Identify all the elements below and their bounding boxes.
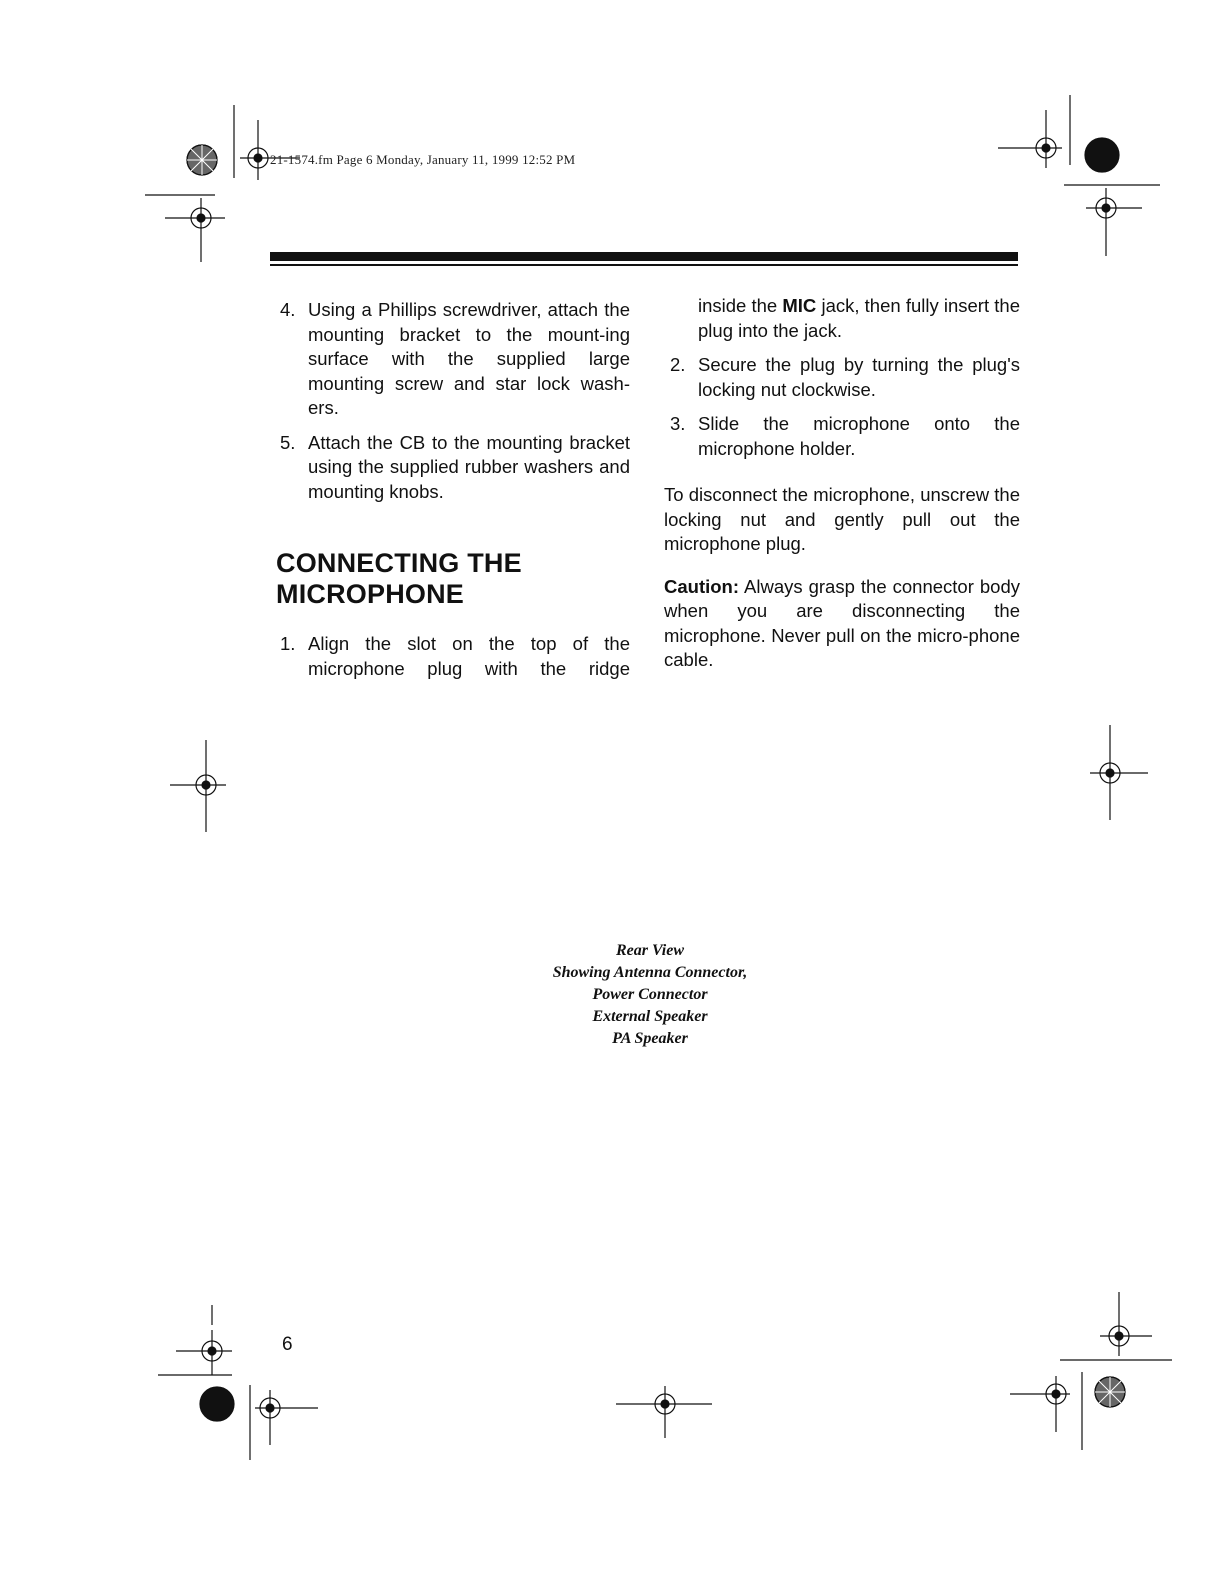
left-column (280, 298, 630, 514)
crosshair-icon (170, 740, 226, 832)
page-number: 6 (282, 1334, 293, 1355)
item-number: 1. (280, 633, 296, 654)
item-number: 5. (280, 431, 296, 453)
caution-paragraph (664, 575, 1020, 673)
step-one-continued: inside the MIC jack, then fully insert the plug into the jack. (698, 295, 1020, 341)
item-text: Slide the microphone onto the microphone holder. (698, 413, 1020, 459)
list-item (280, 431, 630, 505)
crosshair-icon (1100, 1292, 1152, 1356)
starburst-icon (187, 145, 217, 175)
crosshair-icon (1090, 725, 1148, 820)
list-item (664, 412, 1020, 461)
crosshair-icon (240, 120, 300, 180)
crosshair-icon (616, 1386, 712, 1438)
list-item (280, 632, 630, 681)
crosshair-icon (1086, 188, 1142, 256)
solid-dot-icon (200, 1387, 234, 1421)
item-number: 4. (280, 299, 296, 320)
step-one (280, 632, 630, 691)
disconnect-paragraph: To disconnect the microphone, unscrew the locking nut and gently pull out the microphone plug. (664, 484, 1020, 554)
item-number: 3. (670, 413, 686, 434)
header-rule-thin (270, 264, 1018, 266)
mic-jack-label: MIC (782, 295, 817, 316)
list-item (280, 298, 630, 421)
caution-label: Caution: (664, 575, 740, 597)
header-rule (270, 252, 1018, 261)
file-info-header: 21-1574.fm Page 6 Monday, January 11, 1999 12:52 PM (270, 152, 576, 167)
starburst-icon (1095, 1377, 1125, 1407)
caption-line: PA Speaker (612, 1030, 688, 1047)
crosshair-icon (176, 1330, 232, 1375)
caption-line: External Speaker (592, 1008, 708, 1025)
item-text: Align the slot on the top of the microphone plug with the ridge (308, 633, 630, 679)
caption-line: Rear View (615, 942, 684, 959)
heading-line: CONNECTING THE (276, 548, 522, 578)
caption-line: Showing Antenna Connector, (552, 964, 748, 981)
list-item (664, 353, 1020, 402)
figure-caption (520, 940, 780, 1050)
crosshair-icon (165, 198, 225, 262)
item-text: Using a Phillips screwdriver, attach the mounting bracket to the mount-ing surface with the supplied large mounting screw and star lock wash-ers. (308, 299, 630, 418)
right-column (664, 294, 1020, 691)
heading-line: MICROPHONE (276, 579, 465, 609)
caption-line: Power Connector (592, 986, 708, 1003)
crosshair-icon (255, 1390, 318, 1445)
crosshair-icon (1010, 1376, 1070, 1432)
item-text: Secure the plug by turning the plug's locking nut clockwise. (698, 354, 1020, 400)
caution-text: Always grasp the connector body when you are disconnecting the microphone. Never pull on the micro-phone cable. (664, 575, 1020, 670)
item-number: 2. (670, 354, 686, 375)
solid-dot-icon (1085, 138, 1119, 172)
item-text: Attach the CB to the mounting bracket using the supplied rubber washers and mounting knobs. (308, 431, 630, 502)
crosshair-icon (998, 110, 1062, 168)
section-heading (276, 548, 636, 610)
